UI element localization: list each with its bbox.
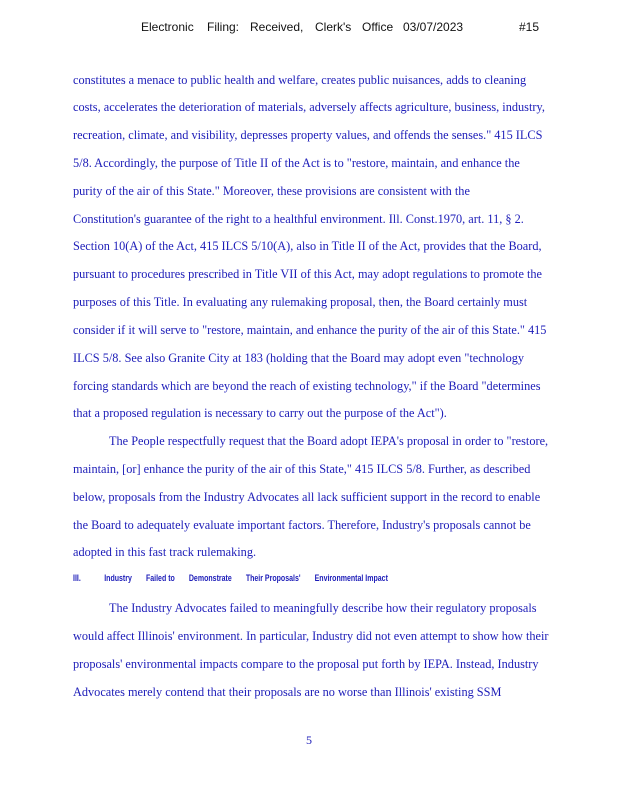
text-line: maintain, [or] enhance the purity of the air of this State," 415 ILCS 5/8. Further, as described: [73, 462, 531, 476]
header-received: Received,: [250, 20, 304, 34]
header-electronic: Electronic: [141, 20, 194, 34]
text-line: that a proposed regulation is necessary to carry out the purpose of the Act").: [73, 406, 447, 420]
header-office: Office: [362, 20, 394, 34]
header-filing: Filing:: [207, 20, 240, 34]
text-line: the Board to adequately evaluate important factors. Therefore, Industry's proposals cannot be: [73, 518, 531, 532]
section-heading-word: Their Proposals': [245, 573, 301, 583]
section-numeral: III.: [73, 573, 81, 583]
filing-stamp-header: [0, 20, 618, 38]
section-heading-word: Environmental Impact: [314, 573, 388, 583]
text-line: forcing standards which are beyond the reach of existing technology," if the Board "determines: [73, 379, 541, 393]
text-line: The Industry Advocates failed to meaningfully describe how their regulatory proposals: [109, 601, 537, 615]
text-line: 5/8. Accordingly, the purpose of Title II of the Act is to "restore, maintain, and enhance the: [73, 156, 520, 170]
text-line: recreation, climate, and visibility, depresses property values, and offends the senses." 415 ILCS: [73, 128, 543, 142]
text-line: costs, accelerates the deterioration of materials, adversely affects agriculture, business, industry,: [73, 100, 545, 114]
header-clerk: Clerk's: [315, 20, 352, 34]
text-line: Constitution's guarantee of the right to a healthful environment. Ill. Const.1970, art. 11, § 2.: [73, 212, 524, 226]
text-line: constitutes a menace to public health and welfare, creates public nuisances, adds to cleaning: [73, 73, 527, 87]
text-line: would affect Illinois' environment. In particular, Industry did not even attempt to show how their: [73, 629, 549, 643]
section-heading-word: Demonstrate: [188, 573, 232, 583]
text-line: proposals' environmental impacts compare to the proposal put forth by IEPA. Instead, Industry: [73, 657, 539, 671]
section-heading-word: Industry: [104, 573, 132, 583]
text-line: consider if it will serve to "restore, maintain, and enhance the purity of the air of this State." 415: [73, 323, 547, 337]
text-line: purity of the air of this State." Moreover, these provisions are consistent with the: [73, 184, 470, 198]
text-line: pursuant to procedures prescribed in Title VII of this Act, may adopt regulations to promote the: [73, 267, 543, 281]
text-line: Section 10(A) of the Act, 415 ILCS 5/10(A), also in Title II of the Act, provides that the Board,: [73, 239, 542, 253]
header-number: #15: [519, 20, 540, 34]
page-number: 5: [306, 733, 312, 747]
text-line: Advocates merely contend that their proposals are no worse than Illinois' existing SSM: [73, 685, 502, 699]
section-heading-word: Failed to: [145, 573, 175, 583]
text-line: purposes of this Title. In evaluating any rulemaking proposal, then, the Board certainly must: [73, 295, 528, 309]
text-line: below, proposals from the Industry Advocates all lack sufficient support in the record to enable: [73, 490, 541, 504]
text-line: adopted in this fast track rulemaking.: [73, 545, 257, 559]
text-line: ILCS 5/8. See also Granite City at 183 (holding that the Board may adopt even "technology: [73, 351, 525, 365]
section-heading: [73, 573, 402, 583]
header-date: 03/07/2023: [403, 20, 464, 34]
text-line: The People respectfully request that the Board adopt IEPA's proposal in order to "restore,: [109, 434, 549, 448]
